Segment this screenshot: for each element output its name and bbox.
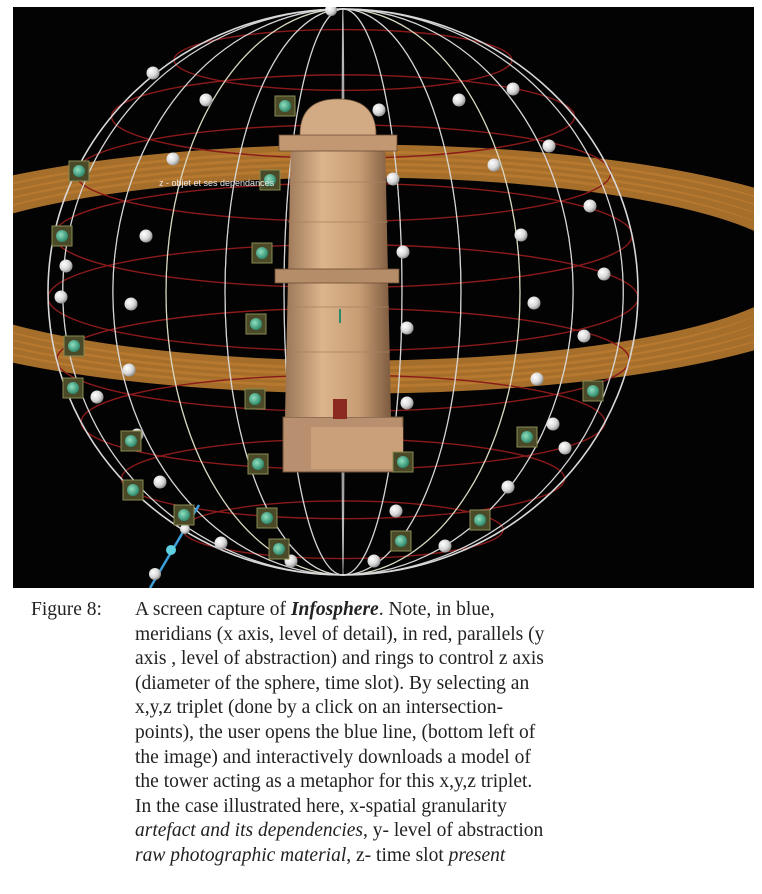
caption-line [135, 844, 505, 869]
white-node [140, 230, 153, 243]
green-node [397, 456, 409, 468]
green-node [67, 382, 79, 394]
caption-line: meridians (x axis, level of detail), in red, parallels (y [135, 623, 545, 645]
white-node [397, 246, 410, 259]
infosphere-scene [13, 7, 754, 588]
green-node [587, 385, 599, 397]
green-node [56, 230, 68, 242]
white-node [55, 291, 68, 304]
white-node [559, 442, 572, 455]
caption-text: . Note, in blue, [378, 599, 495, 620]
green-node [125, 435, 137, 447]
white-node [368, 555, 381, 568]
caption-line: points), the user opens the blue line, (bottom left of [135, 722, 536, 743]
white-node [373, 104, 386, 117]
white-node [401, 397, 414, 410]
white-node [387, 173, 400, 186]
caption-italic: present [448, 845, 506, 866]
white-node [154, 476, 167, 489]
white-node [488, 159, 501, 172]
white-node [60, 260, 73, 273]
caption-title-emphasis: Infosphere [290, 599, 379, 620]
white-node [598, 268, 611, 281]
caption-line: the image) and interactively downloads a model of [135, 746, 531, 768]
white-node [200, 94, 213, 107]
caption-line: In the case illustrated here, x-spatial granularity [135, 795, 507, 817]
white-node [531, 373, 544, 386]
white-node [547, 418, 560, 431]
green-node [256, 247, 268, 259]
white-node [91, 391, 104, 404]
caption-line [135, 819, 543, 844]
green-node [261, 512, 273, 524]
white-node [515, 229, 528, 242]
white-node [578, 330, 591, 343]
white-node [453, 94, 466, 107]
white-node [507, 83, 520, 96]
tower-model [275, 99, 403, 472]
infosphere-screenshot [13, 7, 754, 588]
green-node [474, 514, 486, 526]
green-node [178, 509, 190, 521]
white-node [215, 537, 228, 550]
caption-italic: raw photographic material [135, 845, 347, 866]
caption-prefix: Figure 8: [31, 599, 102, 620]
green-node [521, 431, 533, 443]
white-node [502, 481, 515, 494]
white-node [439, 540, 452, 553]
white-node [528, 297, 541, 310]
caption-text: , y- level of abstraction [362, 820, 544, 842]
top-pole-node [325, 7, 337, 16]
white-node [401, 322, 414, 335]
white-node [147, 67, 160, 80]
white-node [390, 505, 403, 518]
caption-line: x,y,z triplet (done by a click on an intersection- [135, 697, 504, 719]
green-node [279, 100, 291, 112]
caption-text: A screen capture of [135, 599, 291, 620]
caption-line: (diameter of the sphere, time slot). By selecting an [135, 672, 530, 694]
green-node [250, 318, 262, 330]
caption-line [135, 598, 495, 623]
green-node [68, 340, 80, 352]
green-node [249, 393, 261, 405]
white-node [125, 298, 138, 311]
caption-line: axis , level of abstraction) and rings to control z axis [135, 648, 544, 670]
caption-line: the tower acting as a metaphor for this x,y,z triplet. [135, 771, 533, 793]
overlay-label: z - objet et ses dependances [159, 178, 275, 188]
green-node [73, 165, 85, 177]
parallel-line [183, 501, 503, 559]
green-node [252, 458, 264, 470]
caption-italic: artefact and its dependencies [135, 820, 363, 842]
white-node [584, 200, 597, 213]
white-node [167, 153, 180, 166]
caption-text: , z- time slot [346, 845, 449, 866]
white-node [123, 364, 136, 377]
green-node [273, 543, 285, 555]
white-node [543, 140, 556, 153]
green-node [395, 535, 407, 547]
green-node [127, 484, 139, 496]
